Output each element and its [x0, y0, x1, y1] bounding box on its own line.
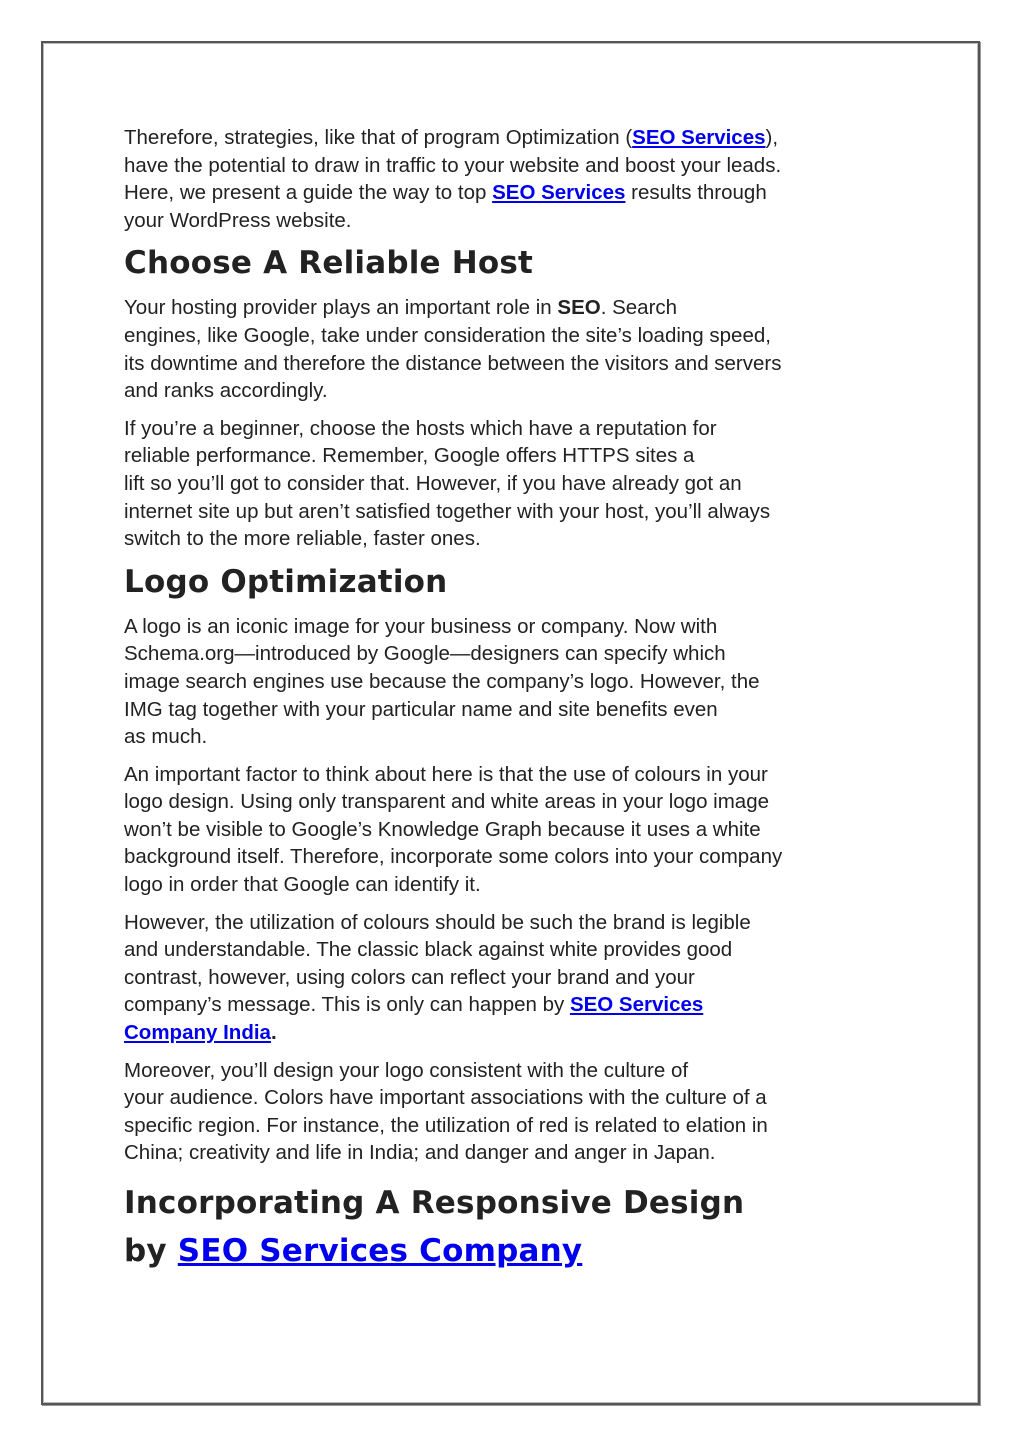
logo-paragraph-4: [124, 1057, 904, 1167]
body-text: internet site up but aren’t satisfied together with your host, you’ll always: [124, 499, 771, 523]
body-text: logo in order that Google can identify it.: [124, 873, 481, 897]
body-text: contrast, however, using colors can reflect your brand and your: [124, 965, 695, 989]
body-text: won’t be visible to Google’s Knowledge Graph because it uses a white: [124, 817, 761, 841]
company-india-link[interactable]: Company India: [124, 1021, 271, 1045]
heading-logo-optimization: Logo Optimization: [124, 563, 448, 600]
body-text: An important factor to think about here is that the use of colours in your: [124, 762, 768, 786]
intro-text: ),: [765, 126, 779, 149]
intro-text: Therefore, strategies, like that of program Optimization (: [124, 126, 633, 149]
seo-services-link[interactable]: SEO Services: [632, 126, 766, 149]
seo-services-link[interactable]: SEO Services: [492, 181, 626, 205]
heading-text: Incorporating A Responsive Design: [124, 1185, 745, 1221]
logo-paragraph-3: [124, 909, 904, 1047]
intro-text: Here, we present a guide the way to top: [124, 181, 493, 205]
body-text: If you’re a beginner, choose the hosts which have a reputation for: [124, 416, 717, 440]
body-text: China; creativity and life in India; and danger and anger in Japan.: [124, 1141, 716, 1165]
intro-text: have the potential to draw in traffic to your website and boost your leads.: [124, 153, 782, 177]
body-text: Your hosting provider plays an important role in: [124, 296, 558, 320]
intro-text: results through: [625, 181, 767, 205]
body-text: as much.: [124, 725, 208, 749]
bold-text: SEO: [557, 296, 601, 320]
body-text: company’s message. This is only can happen by: [124, 993, 570, 1017]
seo-services-link[interactable]: SEO Services: [569, 993, 704, 1017]
body-text: and ranks accordingly.: [124, 379, 328, 403]
heading-responsive-design: [124, 1179, 904, 1275]
body-text: lift so you’ll got to consider that. However, if you have already got an: [124, 471, 742, 495]
body-text: switch to the more reliable, faster ones.: [124, 527, 481, 551]
body-text: Moreover, you’ll design your logo consistent with the culture of: [124, 1058, 689, 1082]
heading-choose-host: Choose A Reliable Host: [124, 245, 534, 282]
body-text: your audience. Colors have important associations with the culture of a: [124, 1086, 767, 1110]
body-text: its downtime and therefore the distance between the visitors and servers: [124, 351, 782, 375]
body-text: . Search: [600, 296, 678, 320]
body-text: Schema.org—introduced by Google—designers can specify which: [124, 642, 726, 666]
body-text: A logo is an iconic image for your business or company. Now with: [124, 614, 718, 638]
host-paragraph-2: [124, 415, 904, 553]
body-text: background itself. Therefore, incorporate some colors into your company: [124, 845, 783, 869]
body-text: logo design. Using only transparent and white areas in your logo image: [124, 790, 769, 814]
document-content: [124, 124, 904, 1287]
intro-paragraph: [124, 124, 904, 234]
logo-paragraph-2: [124, 761, 904, 899]
body-text: reliable performance. Remember, Google offers HTTPS sites a: [124, 444, 695, 468]
body-text: image search engines use because the company’s logo. However, the: [124, 669, 760, 693]
body-text: IMG tag together with your particular name and site benefits even: [124, 697, 718, 721]
body-text: engines, like Google, take under consideration the site’s loading speed,: [124, 323, 771, 347]
logo-paragraph-1: [124, 613, 904, 751]
seo-services-company-link[interactable]: SEO Services Company: [177, 1233, 583, 1269]
body-text: specific region. For instance, the utilization of red is related to elation in: [124, 1113, 768, 1137]
intro-text: your WordPress website.: [124, 208, 352, 232]
body-text: and understandable. The classic black against white provides good: [124, 938, 733, 962]
body-text: .: [270, 1021, 277, 1045]
heading-text: by: [124, 1233, 178, 1269]
host-paragraph-1: [124, 294, 904, 404]
body-text: However, the utilization of colours should be such the brand is legible: [124, 910, 751, 934]
